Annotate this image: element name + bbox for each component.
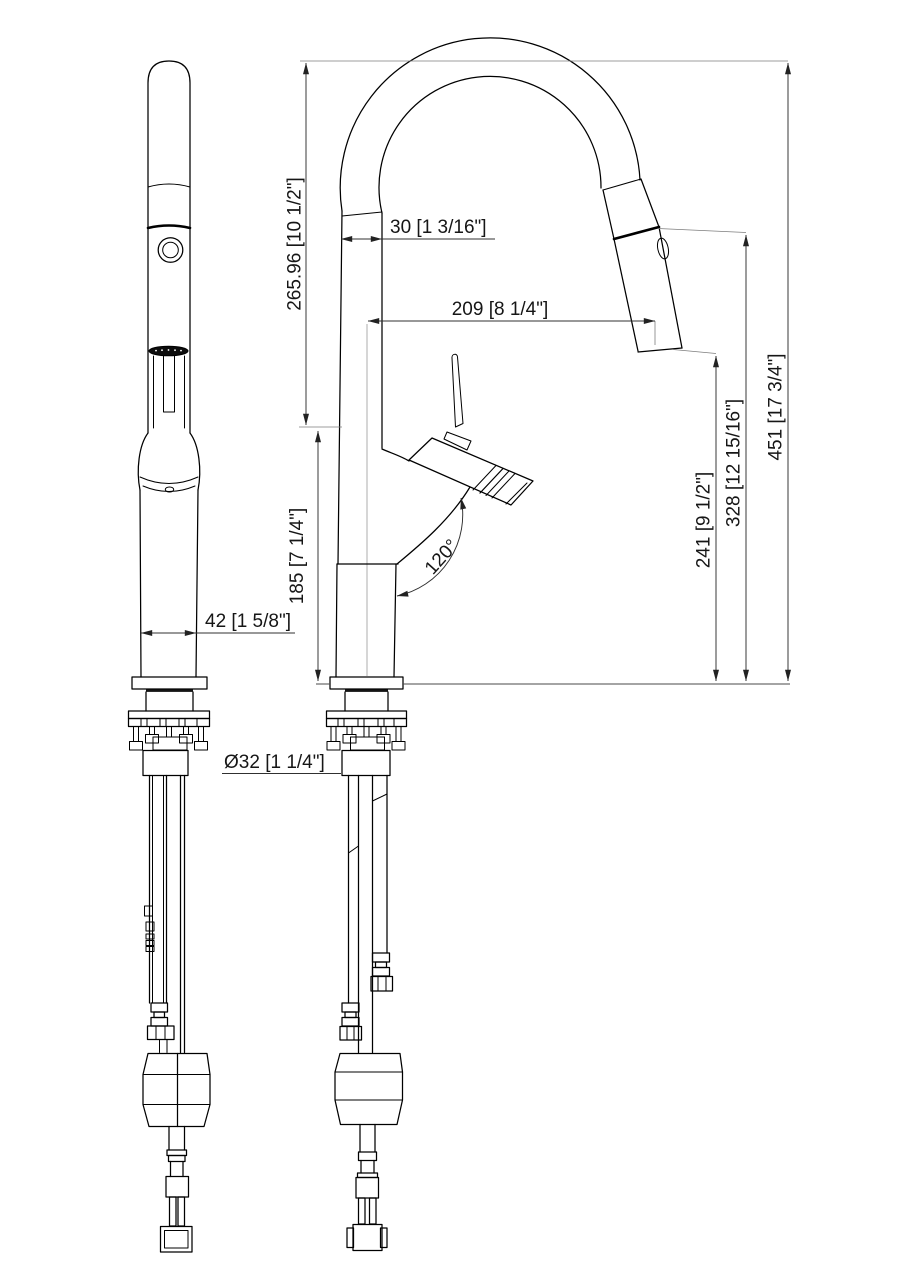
supply-connector-side-right xyxy=(371,953,393,991)
dim-label-upper-spout-height: 265.96 [10 1/2"] xyxy=(284,177,306,311)
gooseneck-inner xyxy=(379,76,601,213)
dim-label-outlet-height: 241 [9 1/2"] xyxy=(693,471,715,569)
aerator-face xyxy=(149,346,188,356)
mounting-bolts-front xyxy=(130,727,208,751)
dim-label-spout-reach: 209 [8 1/4"] xyxy=(451,299,549,320)
dim-label-overall-height: 451 [17 3/4"] xyxy=(765,353,787,461)
dim-label-spout-tube-width: 30 [1 3/16"] xyxy=(390,217,487,238)
supply-hoses-side xyxy=(340,776,393,1053)
supply-hoses-front xyxy=(145,776,185,1053)
gooseneck-outer xyxy=(340,38,640,211)
handle-lever xyxy=(409,354,533,505)
dim-label-handle-angle: 120° xyxy=(420,535,463,579)
dim-label-body-height: 185 [7 1/4"] xyxy=(287,507,308,605)
faucet-side-view xyxy=(327,38,683,1251)
supply-connector-front xyxy=(148,1003,175,1053)
quick-connector-side xyxy=(347,1125,387,1251)
hose-weight-side xyxy=(335,1054,403,1125)
mounting-bolts-side xyxy=(327,727,405,751)
hose-weight-front xyxy=(143,1054,210,1127)
mounting-hardware-side xyxy=(327,677,407,776)
dimension-annotations xyxy=(141,61,790,774)
mounting-hardware-front xyxy=(129,677,210,776)
quick-connector-front xyxy=(161,1127,193,1253)
spout-front-outline xyxy=(148,61,190,433)
spray-head xyxy=(603,179,682,352)
dim-label-base-width: 42 [1 5/8"] xyxy=(205,611,291,632)
spray-button-front xyxy=(158,238,183,263)
dim-label-mounting-hole-diameter: Ø32 [1 1/4"] xyxy=(224,752,325,773)
dim-label-head-joint-height: 328 [12 15/16"] xyxy=(723,398,745,528)
faucet-front-view xyxy=(129,61,211,1252)
